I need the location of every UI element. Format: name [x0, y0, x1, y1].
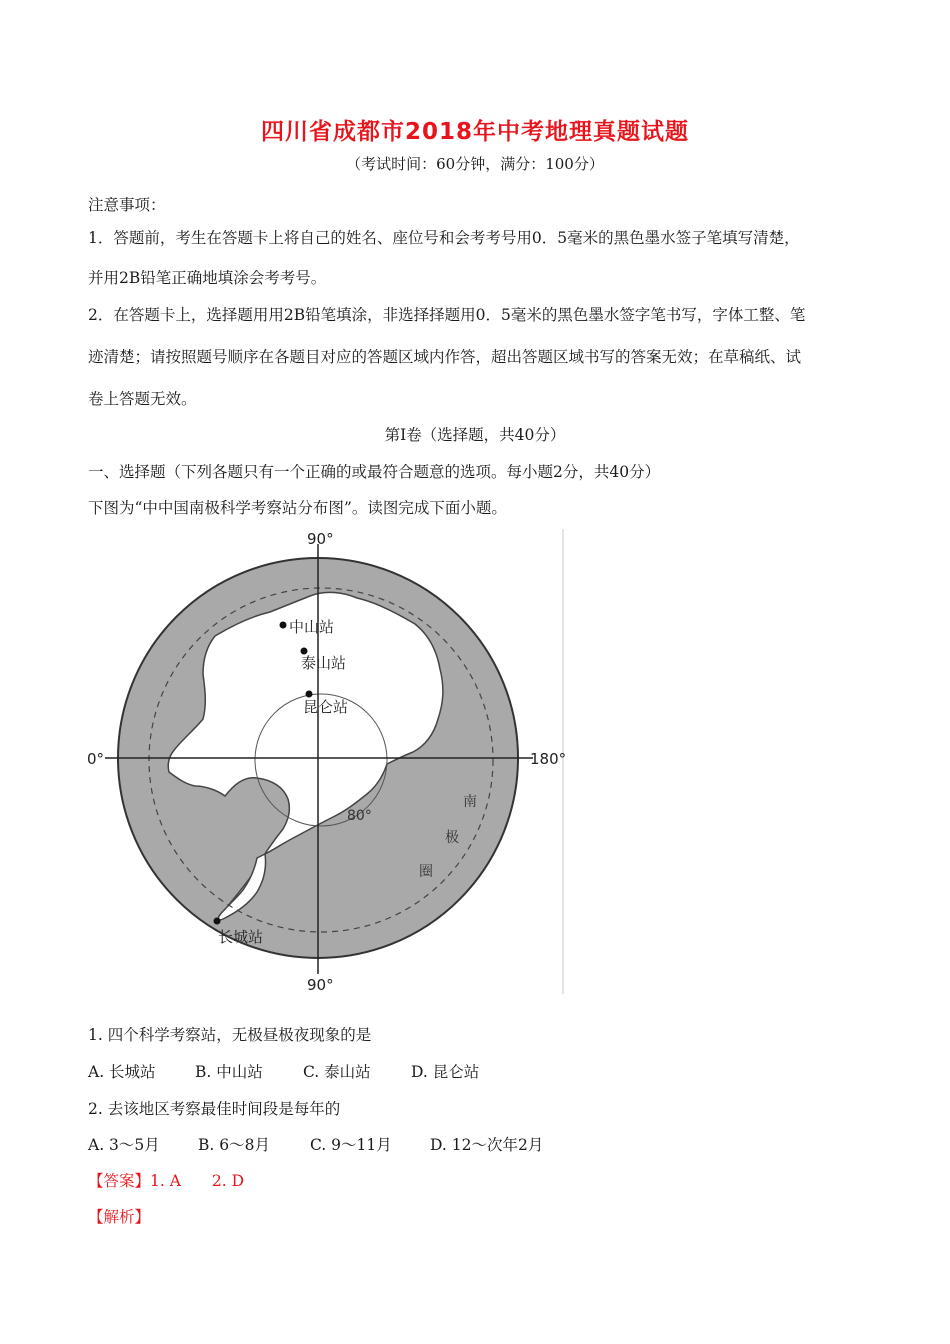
left-longitude-label: 0° [87, 750, 105, 768]
q2-option-d: D. 12～次年2月 [430, 1136, 544, 1154]
q2-option-a: A. 3～5月 [88, 1136, 160, 1154]
note-1-line-2: 并用2B铅笔正确地填涂会考考号。 [88, 269, 327, 287]
question-2-stem: 2. 去该地区考察最佳时间段是每年的 [88, 1100, 341, 1118]
kunlun-station-marker [306, 691, 313, 698]
note-2-line-1: 2．在答题卡上，选择题用用2B铅笔填涂，非选择择题用0．5毫米的黑色墨水签字笔书写，字体工整、笔 [88, 306, 806, 324]
q1-option-d: D. 昆仑站 [411, 1063, 480, 1081]
q2-option-b: B. 6～8月 [198, 1136, 270, 1154]
question-1-stem: 1. 四个科学考察站，无极昼极夜现象的是 [88, 1026, 372, 1044]
part-one-instructions: 一、选择题（下列各题只有一个正确的或最符合题意的选项。每小题2分，共40分） [88, 463, 661, 481]
q1-option-c: C. 泰山站 [303, 1063, 371, 1081]
latitude-80-label: 80° [347, 808, 372, 824]
answer-text: 1. A 2. D [150, 1172, 245, 1190]
right-longitude-label: 180° [530, 750, 567, 768]
exam-info: （考试时间：60分钟，满分：100分） [346, 155, 604, 173]
kunlun-station-label: 昆仑站 [303, 698, 349, 716]
q1-option-b: B. 中山站 [195, 1063, 263, 1081]
top-longitude-label: 90° [307, 530, 334, 548]
changcheng-station-label: 长城站 [218, 928, 264, 946]
answer-label: 【答案】 [88, 1172, 151, 1190]
taishan-station-label: 泰山站 [301, 654, 347, 672]
circle-label-char-1: 南 [463, 794, 477, 810]
answer-line [88, 1169, 244, 1191]
section-title: 第Ⅰ卷（选择题，共40分） [384, 426, 566, 444]
zhongshan-station-label: 中山站 [289, 618, 335, 636]
note-2-line-3: 卷上答题无效。 [88, 390, 197, 408]
circle-label-char-2: 极 [445, 830, 459, 846]
changcheng-station-marker [214, 918, 221, 925]
circle-label-char-3: 圈 [419, 864, 433, 880]
notes-heading: 注意事项： [88, 196, 166, 214]
page-title: 四川省成都市2018年中考地理真题试题 [260, 119, 689, 145]
note-1-line-1: 1．答题前，考生在答题卡上将自己的姓名、座位号和会考考号用0．5毫米的黑色墨水签子笔填写清楚， [88, 229, 800, 247]
q2-option-c: C. 9～11月 [310, 1136, 392, 1154]
zhongshan-station-marker [280, 622, 287, 629]
note-2-line-2: 迹清楚；请按照题号顺序在各题目对应的答题区域内作答，超出答题区域书写的答案无效；在草稿纸、试 [88, 348, 802, 366]
bottom-longitude-label: 90° [307, 976, 334, 994]
q1-option-a: A. 长城站 [88, 1063, 156, 1081]
antarctic-station-map [85, 524, 570, 994]
analysis-label: 【解析】 [88, 1208, 151, 1226]
map-intro: 下图为“中中国南极科学考察站分布图”。读图完成下面小题。 [88, 499, 507, 517]
